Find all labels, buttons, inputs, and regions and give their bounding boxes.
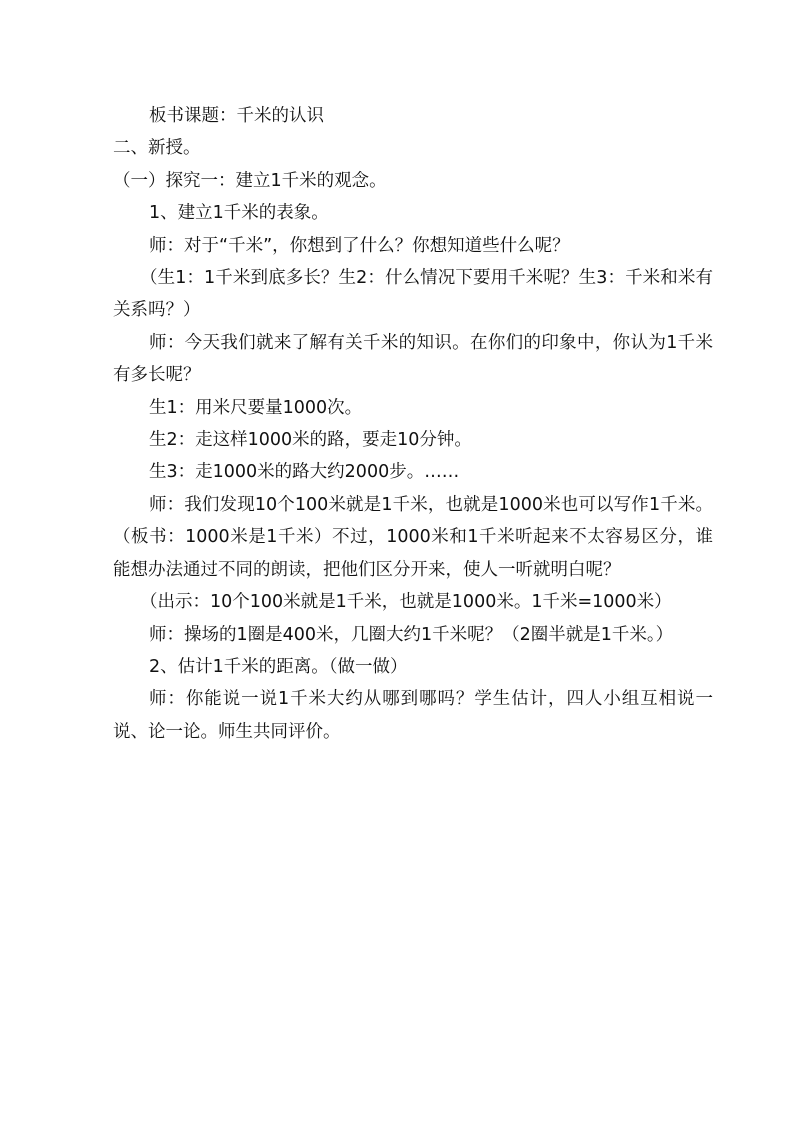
teacher-explanation: 师：我们发现10个100米就是1千米，也就是1000米也可以写作1千米。（板书：1000米是1千米）不过，1000米和1千米听起来不太容易区分，谁能想办法通过不同的朗读，把他们区分开来，使人一听就明白呢？	[113, 494, 713, 580]
step-heading-2: 2、估计1千米的距离。（做一做）	[149, 656, 408, 677]
student-responses-1: （生1：1千米到底多长？生2：什么情况下要用千米呢？生3：千米和米有关系吗？）	[113, 268, 713, 321]
subsection-heading-inquiry-one: （一）探究一：建立1千米的观念。	[113, 170, 387, 191]
teacher-question-2: 师：今天我们就来了解有关千米的知识。在你们的印象中，你认为1千米有多长呢？	[113, 332, 713, 386]
section-heading-new-teaching: 二、新授。	[113, 138, 201, 159]
student-answer-3: 生3：走1000米的路大约2000步。……	[149, 462, 460, 483]
student-answer-1: 生1：用米尺要量1000次。	[149, 397, 363, 418]
lesson-title-line: 板书课题：千米的认识	[149, 106, 324, 126]
teacher-question-3: 师：操场的1圈是400米，几圈大约1千米呢？（2圈半就是1千米。）	[149, 624, 674, 645]
teacher-question-1: 师：对于“千米”，你想到了什么？你想知道些什么呢？	[149, 235, 570, 256]
display-note: （出示：10个100米就是1千米，也就是1000米。1千米=1000米）	[140, 592, 672, 613]
teacher-question-4: 师：你能说一说1千米大约从哪到哪吗？学生估计，四人小组互相说一说、论一论。师生共同评价。	[113, 689, 713, 742]
student-answer-2: 生2：走这样1000米的路，要走10分钟。	[149, 430, 472, 451]
step-heading-1: 1、建立1千米的表象。	[149, 203, 329, 224]
document-body	[113, 100, 713, 748]
